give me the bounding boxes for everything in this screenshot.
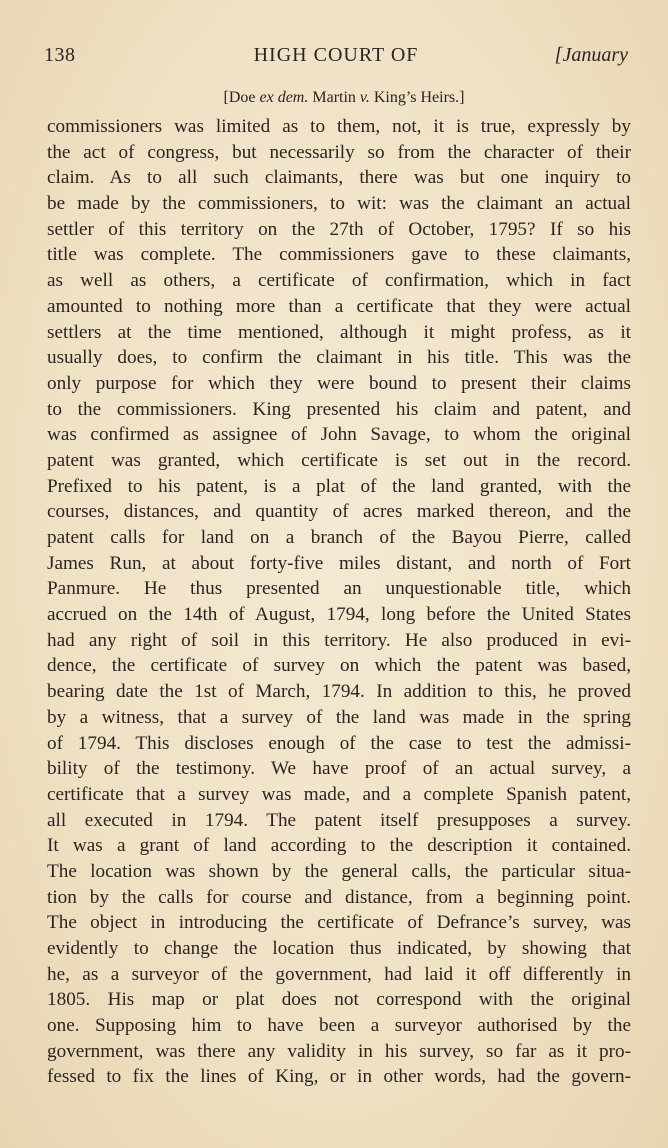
text-line: only purpose for which they were bound to present their claims — [47, 372, 631, 394]
text-line: one. Supposing him to have been a surveyor authorised by the — [47, 1015, 631, 1037]
text-line: Panmure. He thus presented an unquestionable title, which — [47, 578, 631, 600]
text-line: It was a grant of land according to the description it contained. — [47, 835, 631, 857]
caption-versus: v. — [359, 89, 370, 106]
text-line: as well as others, a certificate of confirmation, which in fact — [47, 270, 631, 292]
text-line: settler of this territory on the 27th of October, 1795? If so his — [47, 218, 631, 240]
text-line: title was complete. The commissioners gave to these claimants, — [47, 244, 631, 266]
text-line: by a witness, that a survey of the land was made in the spring — [47, 706, 631, 728]
running-head — [44, 44, 628, 74]
text-line: commissioners was limited as to them, not, it is true, expressly by — [47, 116, 631, 137]
text-line: amounted to nothing more than a certificate that they were actual — [47, 295, 631, 317]
caption-open: [Doe — [223, 89, 260, 106]
caption-middle: Martin — [308, 89, 360, 106]
text-line: of 1794. This discloses enough of the case to test the admissi- — [47, 732, 631, 754]
text-line: settlers at the time mentioned, although it might profess, as it — [47, 321, 631, 343]
text-line: accrued on the 14th of August, 1794, long before the United States — [47, 604, 631, 626]
text-line: Prefixed to his patent, is a plat of the land granted, with the — [47, 475, 631, 497]
text-line: government, was there any validity in his survey, so far as it pro- — [47, 1040, 631, 1062]
text-line: bility of the testimony. We have proof of an actual survey, a — [47, 758, 631, 780]
page-number: 138 — [44, 44, 76, 66]
caption-ex-dem: ex dem. — [259, 89, 309, 106]
text-line: patent was granted, which certificate is set out in the record. — [47, 449, 631, 471]
text-line: the act of congress, but necessarily so from the character of their — [47, 141, 631, 163]
text-line: patent calls for land on a branch of the Bayou Pierre, called — [47, 527, 631, 548]
text-line: courses, distances, and quantity of acres marked thereon, and the — [47, 501, 631, 523]
text-line: James Run, at about forty-five miles distant, and north of Fort — [47, 552, 631, 574]
text-line: was confirmed as assignee of John Savage, to whom the original — [47, 424, 631, 446]
text-line: he, as a surveyor of the government, had laid it off differently in — [47, 963, 631, 985]
text-line: tion by the calls for course and distance, from a beginning point. — [47, 886, 631, 908]
text-line: evidently to change the location thus indicated, by showing that — [47, 938, 631, 959]
body-text — [47, 114, 631, 1090]
text-line: dence, the certificate of survey on which the patent was based, — [47, 655, 631, 677]
text-line: all executed in 1794. The patent itself presupposes a survey. — [47, 809, 631, 831]
case-caption — [0, 89, 668, 107]
running-date: [January — [554, 44, 628, 66]
text-line: The location was shown by the general calls, the particular situa- — [47, 860, 631, 882]
text-line: claim. As to all such claimants, there was but one inquiry to — [47, 167, 631, 189]
text-line: had any right of soil in this territory. He also produced in evi- — [47, 629, 631, 651]
text-line: certificate that a survey was made, and a complete Spanish patent, — [47, 783, 631, 805]
text-line: be made by the commissioners, to wit: was the claimant an actual — [47, 193, 631, 215]
text-line: 1805. His map or plat does not correspond with the original — [47, 989, 631, 1011]
text-line: bearing date the 1st of March, 1794. In addition to this, he proved — [47, 681, 631, 703]
caption-close: King’s Heirs.] — [369, 89, 465, 106]
running-title: HIGH COURT OF — [253, 44, 419, 66]
text-line: usually does, to confirm the claimant in his title. This was the — [47, 347, 631, 369]
text-line: The object in introducing the certificate of Defrance’s survey, was — [47, 912, 631, 934]
text-line: fessed to fix the lines of King, or in other words, had the govern- — [47, 1066, 631, 1088]
text-line: to the commissioners. King presented his claim and patent, and — [47, 398, 631, 420]
